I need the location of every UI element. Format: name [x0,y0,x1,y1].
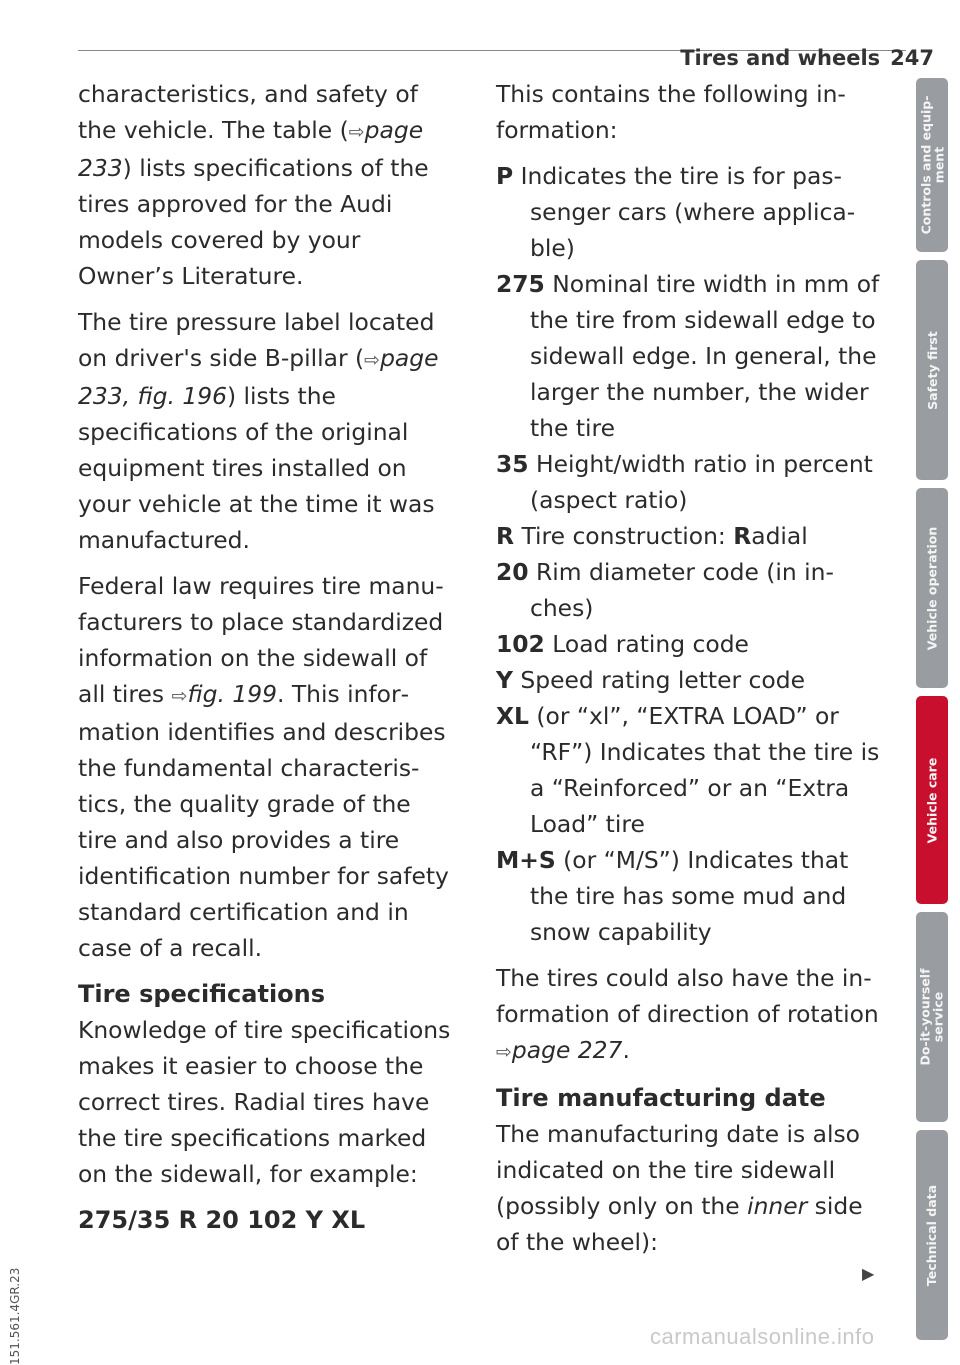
tab-vehicle-care[interactable]: Vehicle care [916,696,948,904]
continue-arrow-icon: ▶ [862,1264,875,1283]
paragraph-federal-law: Federal law requires tire manufacturers to place standardized information on the sidewall of all tires ⇨fig. 199. This information identifies and describes the fundamental characteristics, the quality grade of the tire and also provides a tire identification number for safety standard certification and in case of a recall. [78,572,449,962]
tire-spec-example: 275/35 R 20 102 Y XL [78,1206,366,1234]
running-header [680,46,934,70]
list-item: Y Speed rating letter code [496,666,805,694]
paragraph-manufacturing-date: The manufacturing date is also indicated on the tire sidewall (possibly only on the inner side of the wheel): [496,1120,863,1256]
paragraph-vehicle-table: characteristics, and safety of the vehicle. The table (⇨page 233) lists specifications of the tires approved for the Audi models covered by your Owner’s Literature. [78,80,429,290]
paragraph-knowledge: Knowledge of tire specifications makes it easier to choose the correct tires. Radial tires have the tire specifications marked on the sidewall, for example: [78,1016,451,1188]
arrow-icon: ⇨ [171,685,188,707]
page-number: 247 [890,46,934,70]
arrow-icon: ⇨ [348,121,365,143]
page-ref-link[interactable]: page 233, fig. 196 [78,344,439,410]
list-item: 102 Load rating code [496,630,749,658]
paragraph-rotation: The tires could also have the information of direction of rotation ⇨page 227. [496,964,879,1064]
section-heading-manufacturing-date: Tire manufacturing date [496,1084,826,1112]
tab-technical-data[interactable]: Technical data [916,1130,948,1340]
list-item: 275 Nominal tire width in mm of the tire from sidewall edge to sidewall edge. In general, the larger the number, the wider the tire [496,270,880,442]
watermark: carmanualsonline.info [650,1324,875,1349]
fig-ref-link[interactable]: fig. 199 [187,680,277,708]
tab-safety-first[interactable]: Safety first [916,260,948,480]
page-ref-link[interactable]: page 227 [511,1036,623,1064]
paragraph-intro: This contains the following information: [496,80,846,144]
document-code: 151.561.4GR.23 [8,1267,22,1365]
section-heading-tire-specifications: Tire specifications [78,980,326,1008]
list-item: 20 Rim diameter code (in inches) [496,558,834,622]
list-item: 35 Height/width ratio in percent (aspect ratio) [496,450,873,514]
spec-definition-list [496,158,881,950]
right-column [496,76,881,1260]
tab-do-it-yourself-service[interactable]: Do-it-yourself service [916,912,948,1122]
tab-controls-and-equipment[interactable]: Controls and equip- ment [916,78,948,252]
arrow-icon: ⇨ [364,349,381,371]
list-item: M+S (or “M/S”) Indicates that the tire has some mud and snow capability [496,846,849,946]
list-item: XL (or “xl”, “EXTRA LOAD” or “RF”) Indicates that the tire is a “Reinforced” or an “Extra Load” tire [496,702,880,838]
page-ref-link[interactable]: page 233 [78,116,424,182]
paragraph-pressure-label: The tire pressure label located on driver's side B-pillar (⇨page 233, fig. 196) lists the specifications of the original equipment tires installed on your vehicle at the time it was manufactured. [78,308,439,554]
left-column [78,76,456,1238]
arrow-icon: ⇨ [496,1041,512,1063]
header-title: Tires and wheels [680,46,881,70]
list-item: R Tire construction: Radial [496,522,808,550]
tab-vehicle-operation[interactable]: Vehicle operation [916,488,948,688]
list-item: P Indicates the tire is for passenger cars (where applicable) [496,162,856,262]
